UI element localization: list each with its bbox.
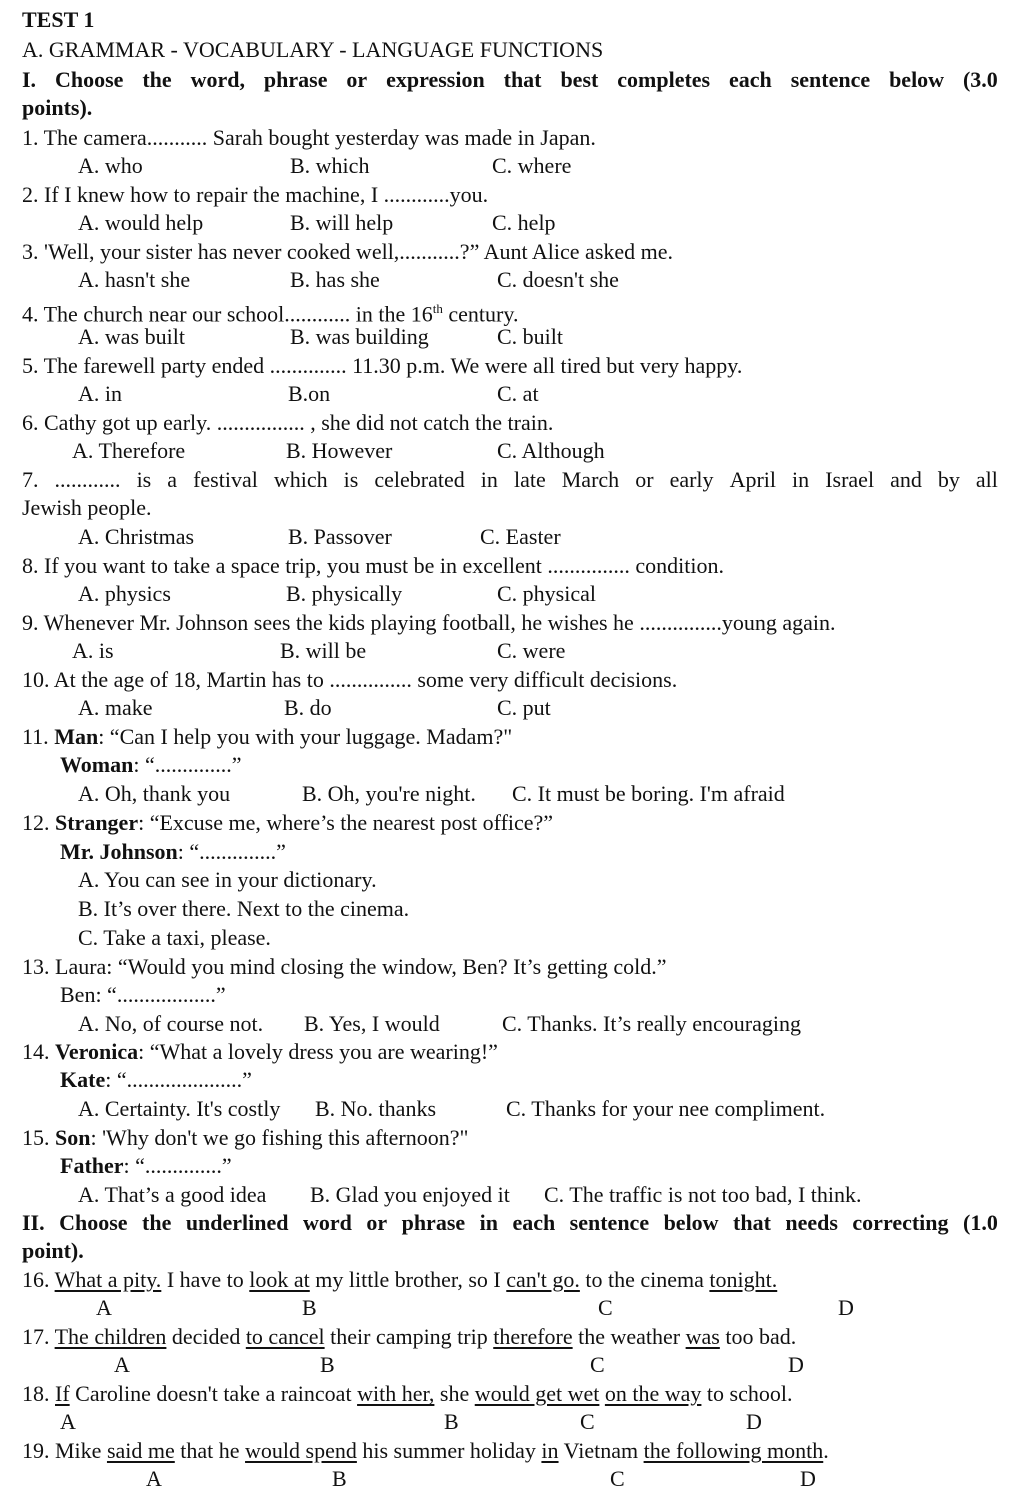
q16-label-d: D: [838, 1295, 854, 1320]
q7-stem: 7. ............ is a festival which is celebrated in late March or early April in Israel and by all: [22, 467, 998, 492]
q8-option-b: B. physically: [286, 581, 403, 606]
q5-option-a: A. in: [78, 381, 122, 406]
q6-stem: 6. Cathy got up early. ................ , she did not catch the train.: [22, 410, 554, 435]
q16-underlined-d: tonight.: [709, 1267, 778, 1292]
q19-underlined-b: would spend: [245, 1438, 357, 1463]
q7-stem-cont: Jewish people.: [22, 495, 152, 520]
q2-stem: 2. If I knew how to repair the machine, I ............you.: [22, 182, 489, 207]
q4-option-a: A. was built: [78, 324, 185, 349]
q11-option-a: A. Oh, thank you: [78, 781, 231, 806]
q14-line1: 14. Veronica: “What a lovely dress you are wearing!”: [22, 1039, 498, 1064]
q18-label-d: D: [746, 1409, 762, 1434]
q8-option-a: A. physics: [78, 581, 171, 606]
q5-option-c: C. at: [497, 381, 539, 406]
part-ii-instructions-cont: point).: [22, 1238, 84, 1263]
q17-underlined-b: to cancel: [245, 1324, 325, 1349]
q11-line2: Woman: “..............”: [60, 752, 242, 777]
q6-option-b: B. However: [286, 438, 393, 463]
q11-option-b: B. Oh, you're night.: [302, 781, 476, 806]
q14-option-b: B. No. thanks: [315, 1096, 436, 1121]
q16-sentence: 16. What a pity. I have to look at my little brother, so I can't go. to the cinema tonight.: [22, 1267, 778, 1292]
q9-option-a: A. is: [72, 638, 114, 663]
q12-line2: Mr. Johnson: “..............”: [60, 839, 286, 864]
q18-label-a: A: [60, 1409, 76, 1434]
q6-option-a: A. Therefore: [72, 438, 186, 463]
q7-option-b: B. Passover: [288, 524, 392, 549]
q12-option-c: C. Take a taxi, please.: [78, 925, 271, 950]
q15-option-a: A. That’s a good idea: [78, 1182, 267, 1207]
q17-label-a: A: [114, 1352, 130, 1377]
q7-option-c: C. Easter: [480, 524, 561, 549]
q10-stem: 10. At the age of 18, Martin has to ............... some very difficult decisions.: [22, 667, 678, 692]
q4-stem: 4. The church near our school............ in the 16th century.: [22, 301, 519, 327]
q18-underlined-a: If: [55, 1381, 70, 1406]
q5-stem: 5. The farewell party ended .............. 11.30 p.m. We were all tired but very happy.: [22, 353, 743, 378]
q17-underlined-c: therefore: [493, 1324, 573, 1349]
q15-option-c: C. The traffic is not too bad, I think.: [544, 1182, 862, 1207]
q19-sentence: 19. Mike said me that he would spend his summer holiday in Vietnam the following month.: [22, 1438, 829, 1463]
part-ii-instructions: II. Choose the underlined word or phrase in each sentence below that needs correcting (1.0: [22, 1210, 998, 1235]
q2-option-c: C. help: [492, 210, 556, 235]
q10-option-b: B. do: [284, 695, 332, 720]
q17-underlined-d: was: [685, 1324, 720, 1349]
q2-option-a: A. would help: [78, 210, 204, 235]
q16-underlined-a: What a pity.: [54, 1267, 162, 1292]
q18-underlined-d: on the way: [604, 1381, 702, 1406]
q10-option-c: C. put: [497, 695, 551, 720]
q19-label-d: D: [800, 1466, 816, 1491]
q8-stem: 8. If you want to take a space trip, you must be in excellent ............... condition.: [22, 553, 725, 578]
q3-option-b: B. has she: [290, 267, 380, 292]
q13-option-c: C. Thanks. It’s really encouraging: [502, 1011, 801, 1036]
q14-line2: Kate: “.....................”: [60, 1067, 252, 1092]
q19-label-c: C: [610, 1466, 625, 1491]
q16-label-a: A: [96, 1295, 112, 1320]
q6-option-c: C. Although: [497, 438, 605, 463]
q19-label-b: B: [332, 1466, 347, 1491]
q5-option-b: B.on: [288, 381, 331, 406]
q8-option-c: C. physical: [497, 581, 596, 606]
q1-stem: 1. The camera........... Sarah bought yesterday was made in Japan.: [22, 125, 596, 150]
q17-underlined-a: The children: [54, 1324, 167, 1349]
q18-sentence: 18. If Caroline doesn't take a raincoat with her, she would get wet on the way to school.: [22, 1381, 793, 1406]
q19-label-a: A: [146, 1466, 162, 1491]
q11-option-c: C. It must be boring. I'm afraid: [512, 781, 785, 806]
q12-option-a: A. You can see in your dictionary.: [78, 867, 377, 892]
q16-underlined-b: look at: [249, 1267, 310, 1292]
q19-underlined-d: the following month: [643, 1438, 824, 1463]
q13-option-b: B. Yes, I would: [304, 1011, 440, 1036]
part-i-instructions: I. Choose the word, phrase or expression that best completes each sentence below (3.0: [22, 67, 998, 92]
q12-option-b: B. It’s over there. Next to the cinema.: [78, 896, 410, 921]
part-i-instructions-cont: points).: [22, 95, 93, 120]
q14-option-a: A. Certainty. It's costly: [78, 1096, 281, 1121]
q16-label-b: B: [302, 1295, 317, 1320]
q17-label-b: B: [320, 1352, 335, 1377]
q17-label-d: D: [788, 1352, 804, 1377]
q16-label-c: C: [598, 1295, 613, 1320]
q11-line1: 11. Man: “Can I help you with your luggage. Madam?": [22, 724, 513, 749]
test-title: TEST 1: [22, 7, 95, 32]
q9-option-c: C. were: [497, 638, 566, 663]
q4-option-c: C. built: [497, 324, 564, 349]
section-a-heading: A. GRAMMAR - VOCABULARY - LANGUAGE FUNCTIONS: [22, 37, 604, 62]
q1-option-c: C. where: [492, 153, 572, 178]
q9-option-b: B. will be: [280, 638, 367, 663]
q3-stem: 3. 'Well, your sister has never cooked well,...........?” Aunt Alice asked me.: [22, 239, 674, 264]
q18-label-c: C: [580, 1409, 595, 1434]
q18-label-b: B: [444, 1409, 459, 1434]
q7-option-a: A. Christmas: [78, 524, 195, 549]
q18-underlined-b: with her,: [357, 1381, 435, 1406]
q13-option-a: A. No, of course not.: [78, 1011, 264, 1036]
q18-underlined-c: would get wet: [474, 1381, 600, 1406]
q3-option-a: A. hasn't she: [78, 267, 191, 292]
q1-option-a: A. who: [78, 153, 143, 178]
q13-line1: 13. Laura: “Would you mind closing the window, Ben? It’s getting cold.”: [22, 954, 667, 979]
q19-underlined-c: in: [541, 1438, 559, 1463]
q19-underlined-a: said me: [106, 1438, 175, 1463]
q16-underlined-c: can't go.: [506, 1267, 580, 1292]
q13-line2: Ben: “..................”: [60, 982, 226, 1007]
q1-option-b: B. which: [290, 153, 370, 178]
q12-line1: 12. Stranger: “Excuse me, where’s the nearest post office?”: [22, 810, 554, 835]
q3-option-c: C. doesn't she: [497, 267, 619, 292]
q14-option-c: C. Thanks for your nee compliment.: [506, 1096, 826, 1121]
q17-sentence: 17. The children decided to cancel their camping trip therefore the weather was too bad.: [22, 1324, 797, 1349]
q9-stem: 9. Whenever Mr. Johnson sees the kids playing football, he wishes he ...............young again.: [22, 610, 836, 635]
q17-label-c: C: [590, 1352, 605, 1377]
q4-option-b: B. was building: [290, 324, 429, 349]
q10-option-a: A. make: [78, 695, 153, 720]
q15-line2: Father: “..............”: [60, 1153, 232, 1178]
q15-option-b: B. Glad you enjoyed it: [310, 1182, 510, 1207]
q2-option-b: B. will help: [290, 210, 394, 235]
q15-line1: 15. Son: 'Why don't we go fishing this afternoon?": [22, 1125, 469, 1150]
